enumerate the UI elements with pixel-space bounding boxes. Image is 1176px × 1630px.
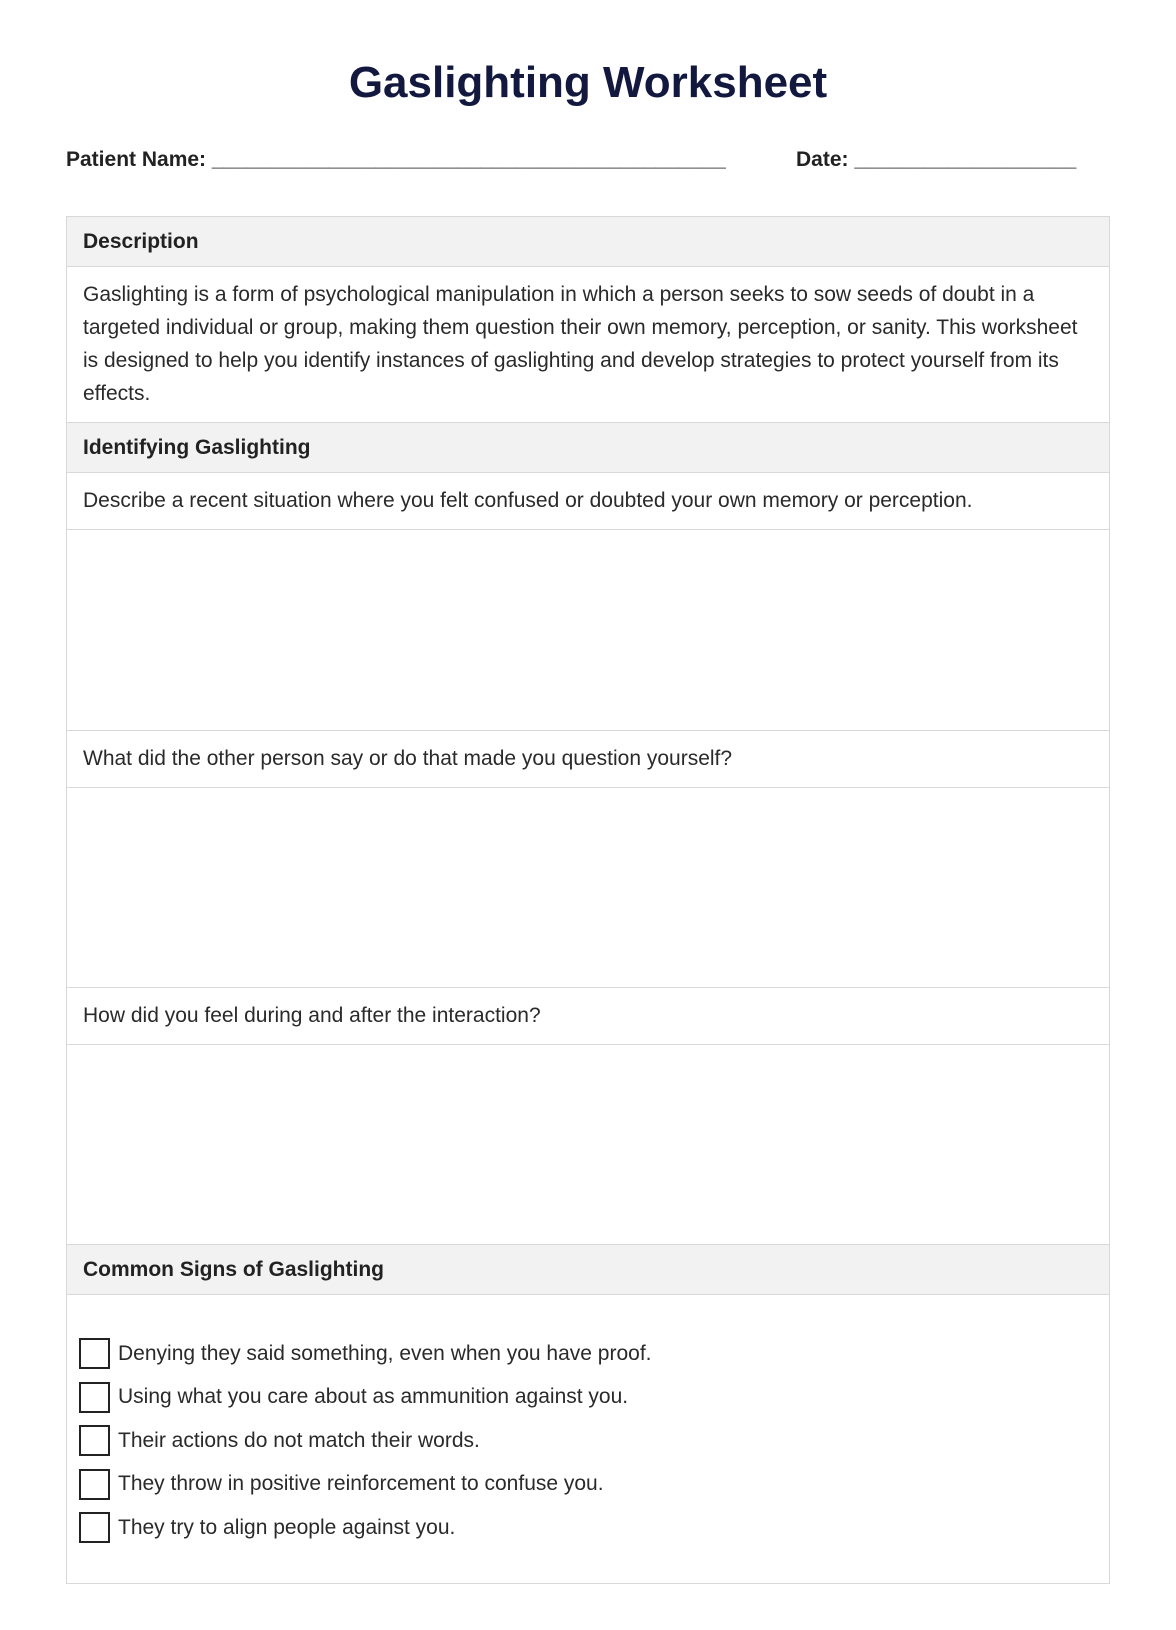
header-fields — [66, 148, 1106, 172]
checkbox[interactable] — [79, 1512, 110, 1543]
sign-label: Denying they said something, even when you have proof. — [118, 1341, 652, 1365]
identifying-heading: Identifying Gaslighting — [67, 423, 1109, 473]
sign-label: Their actions do not match their words. — [118, 1428, 480, 1452]
description-heading: Description — [67, 217, 1109, 267]
sign-item — [67, 1419, 1109, 1463]
answer-box-recent-situation[interactable] — [67, 530, 1109, 731]
checkbox[interactable] — [79, 1425, 110, 1456]
sign-label: They throw in positive reinforcement to confuse you. — [118, 1472, 604, 1496]
date-field[interactable]: Date: ___________________ — [796, 148, 1077, 171]
checkbox[interactable] — [79, 1382, 110, 1413]
description-text: Gaslighting is a form of psychological manipulation in which a person seeks to sow seeds of doubt in a targeted individual or group, making them question their own memory, perception, or sanity. This worksheet is designed to help you identify instances of gaslighting and develop strategies to protect yourself from its effects. — [67, 267, 1109, 423]
answer-box-feelings[interactable] — [67, 1045, 1109, 1245]
sign-item — [67, 1463, 1109, 1507]
sign-item — [67, 1376, 1109, 1420]
sign-item — [67, 1332, 1109, 1376]
sign-label: They try to align people against you. — [118, 1515, 456, 1539]
signs-checklist — [67, 1295, 1109, 1583]
checkbox[interactable] — [79, 1338, 110, 1369]
page-title: Gaslighting Worksheet — [348, 58, 828, 107]
worksheet-table — [66, 216, 1110, 1584]
signs-heading: Common Signs of Gaslighting — [67, 1245, 1109, 1295]
checkbox[interactable] — [79, 1469, 110, 1500]
prompt-feelings: How did you feel during and after the interaction? — [67, 988, 1109, 1045]
prompt-recent-situation: Describe a recent situation where you felt confused or doubted your own memory or perception. — [67, 473, 1109, 530]
answer-box-other-person[interactable] — [67, 788, 1109, 988]
sign-item — [67, 1506, 1109, 1550]
patient-name-field[interactable]: Patient Name: ____________________________________________ — [66, 148, 726, 171]
sign-label: Using what you care about as ammunition against you. — [118, 1385, 629, 1409]
prompt-other-person: What did the other person say or do that made you question yourself? — [67, 731, 1109, 788]
